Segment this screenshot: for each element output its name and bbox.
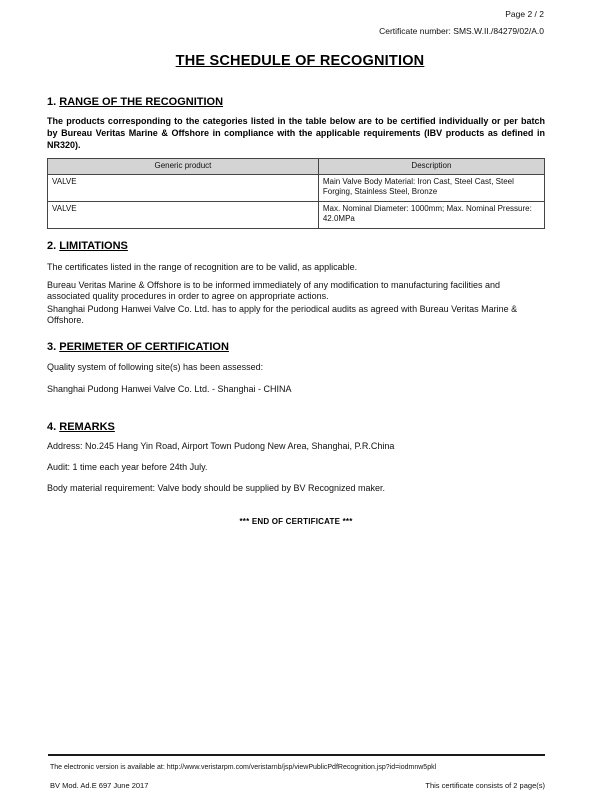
section-heading-perimeter	[47, 341, 545, 353]
section-heading-text: RANGE OF THE RECOGNITION	[59, 96, 224, 108]
footer-bottom-row	[50, 781, 545, 790]
remarks-paragraph: Address: No.245 Hang Yin Road, Airport Town Pudong New Area, Shanghai, P.R.China	[47, 441, 395, 451]
section-heading-limitations	[47, 240, 545, 252]
table-header-row	[48, 159, 545, 175]
section-number: 3.	[47, 341, 57, 353]
document-title-text: THE SCHEDULE OF RECOGNITION	[175, 53, 425, 69]
remarks-paragraph: Audit: 1 time each year before 24th July.	[47, 462, 208, 472]
end-of-certificate-wrapper	[47, 517, 545, 526]
products-table-wrapper	[47, 158, 545, 229]
section-heading-text: LIMITATIONS	[59, 240, 128, 252]
table-row	[48, 175, 545, 202]
remarks-paragraph: Body material requirement: Valve body should be supplied by BV Recognized maker.	[47, 483, 386, 493]
cell-description: Main Valve Body Material: Iron Cast, Steel Cast, Steel Forging, Stainless Steel, Bronze	[318, 175, 544, 202]
cell-generic-product: VALVE	[48, 202, 319, 229]
range-intro-paragraph: The products corresponding to the categories listed in the table below are to be certified individually or per batch by Bureau Veritas Marine & Offshore in compliance with the applicable requirements (IBV products as defined in NR320).	[47, 116, 545, 150]
footer-page-count: This certificate consists of 2 page(s)	[425, 781, 545, 790]
footer-electronic-version: The electronic version is available at: http://www.veristarpm.com/veristarnb/jsp/viewPublicPdfRecognition.jsp?id=iodmnw5pkl	[50, 764, 437, 771]
section-heading-text: PERIMETER OF CERTIFICATION	[59, 341, 229, 353]
perimeter-paragraph: Shanghai Pudong Hanwei Valve Co. Ltd. - Shanghai - CHINA	[47, 384, 292, 394]
cell-generic-product: VALVE	[48, 175, 319, 202]
products-table	[47, 158, 545, 229]
footer-form-reference: BV Mod. Ad.E 697 June 2017	[50, 781, 149, 790]
table-row	[48, 202, 545, 229]
section-number: 4.	[47, 421, 57, 433]
section-number: 2.	[47, 240, 57, 252]
limitations-paragraph: Shanghai Pudong Hanwei Valve Co. Ltd. has to apply for the periodical audits as agreed with Bureau Veritas Marine & Offshore.	[47, 304, 518, 325]
document-body	[47, 0, 545, 800]
column-header-generic-product: Generic product	[48, 159, 319, 175]
section-heading-remarks	[47, 421, 545, 433]
end-of-certificate-marker: *** END OF CERTIFICATE ***	[239, 517, 353, 526]
perimeter-paragraph: Quality system of following site(s) has been assessed:	[47, 362, 264, 372]
column-header-description: Description	[318, 159, 544, 175]
limitations-paragraph: The certificates listed in the range of recognition are to be valid, as applicable.	[47, 262, 358, 272]
limitations-paragraph: Bureau Veritas Marine & Offshore is to be informed immediately of any modification to manufacturing facilities and associated quality procedures in order to agree on appropriate actions.	[47, 280, 501, 301]
cell-description: Max. Nominal Diameter: 1000mm; Max. Nominal Pressure: 42.0MPa	[318, 202, 544, 229]
section-heading-range	[47, 96, 545, 108]
certificate-number: Certificate number: SMS.W.II./84279/02/A.0	[379, 26, 544, 36]
section-number: 1.	[47, 96, 57, 108]
page-number: Page 2 / 2	[505, 9, 544, 19]
footer-divider	[48, 754, 545, 756]
section-heading-text: REMARKS	[59, 421, 115, 433]
